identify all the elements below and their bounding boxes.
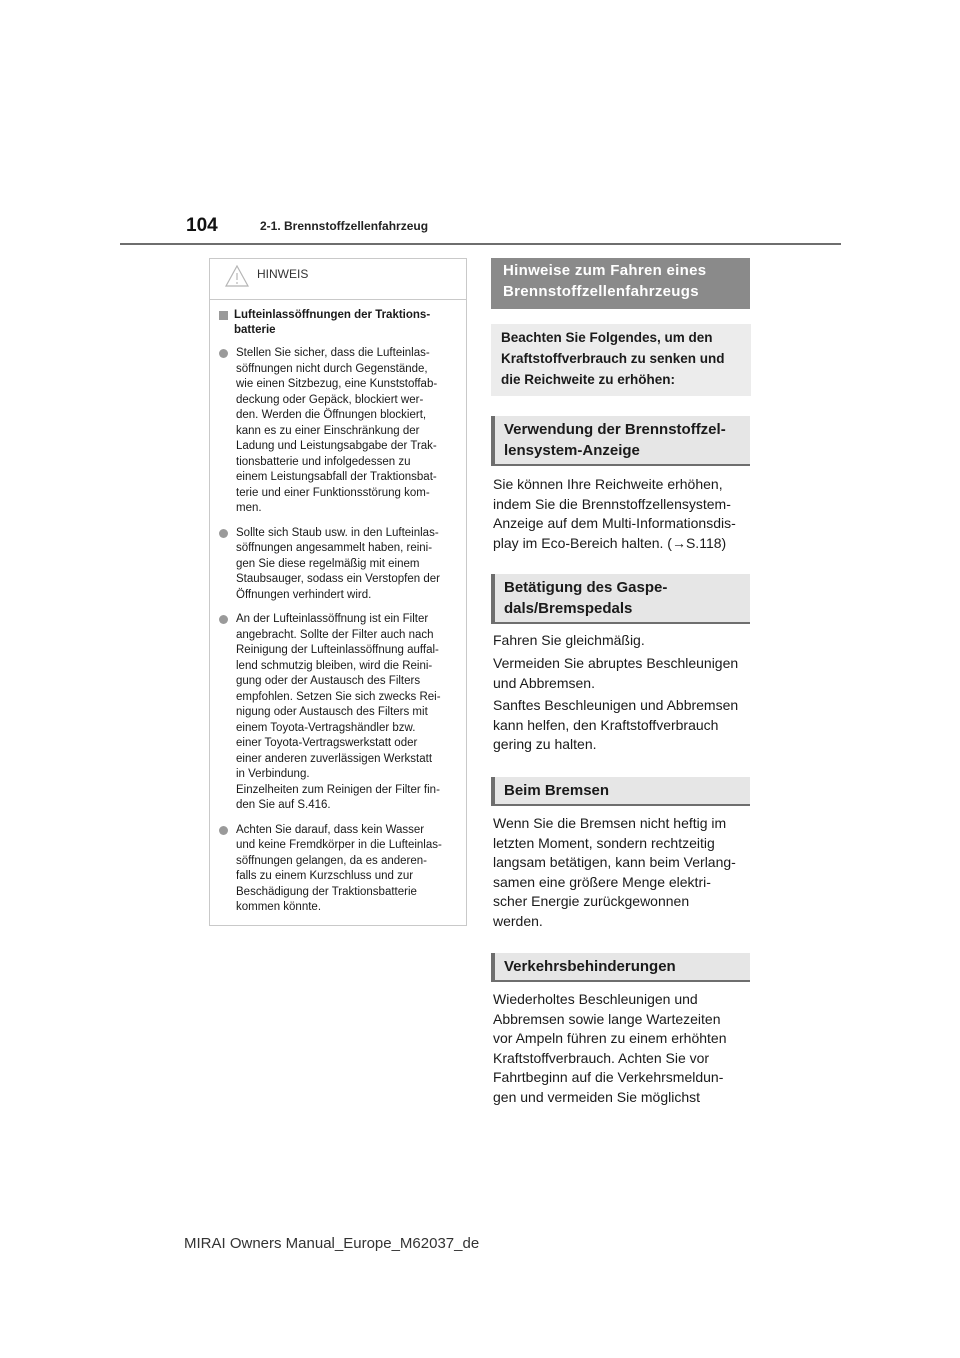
notice-heading	[219, 308, 456, 338]
page-number: 104	[186, 215, 218, 236]
section-heading-braking: Beim Bremsen	[491, 777, 750, 806]
section-title: 2-1. Brennstoffzellenfahrzeug	[260, 219, 429, 233]
section-text-pedals-2: Vermeiden Sie abruptes Beschleunigen und Abbremsen.	[493, 655, 739, 691]
bullet-icon	[219, 529, 228, 538]
intro-box: Beachten Sie Folgendes, um den Kraftstoffverbrauch zu senken und die Reichweite zu erhöhen:	[491, 324, 751, 396]
section-heading-pedals: Betätigung des Gaspe- dals/Bremspedals	[491, 574, 750, 624]
footer-text: MIRAI Owners Manual_Europe_M62037_de	[184, 1235, 480, 1252]
notice-heading-text: Lufteinlassöffnungen der Traktions- batterie	[234, 309, 431, 336]
section-text-braking: Wenn Sie die Bremsen nicht heftig im letzten Moment, sondern rechtzeitig langsam betätigen, kann beim Verlang- samen eine größere Menge elektri- scher Energie zurückgewonnen werden.	[493, 815, 736, 929]
list-item: Sollte sich Staub usw. in den Lufteinlas- söffnungen angesammelt haben, reini- gen Sie diese regelmäßig mit einem Staubsauger, sodass ein Verstopfen der Öffnungen verhindert wird.	[219, 526, 456, 604]
bullet-icon	[219, 826, 228, 835]
notice-header	[210, 259, 466, 300]
section-text-pedals-1: Fahren Sie gleichmäßig.	[493, 632, 645, 648]
bullet-icon	[219, 349, 228, 358]
section-heading-traffic: Verkehrsbehinderungen	[491, 953, 750, 982]
warning-icon	[225, 265, 249, 287]
header-divider	[120, 243, 841, 245]
list-item: Stellen Sie sicher, dass die Lufteinlas- söffnungen nicht durch Gegenstände, wie einen Sitzbezug, eine Kunststoffab- deckung oder Gepäck, blockiert wer- den. Werden die Öffnungen blockiert, kann es zu einer Einschränkung der Ladung und Leistungsabgabe der Trak- tionsbatterie und infolgedessen zu einem Leistungsabfall der Traktionsbat- terie und einer Funktionsstörung kom- men.	[219, 346, 456, 517]
section-text-pedals-3: Sanftes Beschleunigen und Abbremsen kann helfen, den Kraftstoffverbrauch gering zu halten.	[493, 697, 739, 752]
square-bullet-icon	[219, 311, 228, 320]
list-item: An der Lufteinlassöffnung ist ein Filter angebracht. Sollte der Filter auch nach Reinigung der Lufteinlassöffnung auffal- lend schmutzig bleiben, wird die Reini- gung oder der Austausch des Filters empfohlen. Setzen Sie sich zwecks Rei- nigung oder Austausch des Filters mit einem Toyota-Vertragshändler bzw. einer Toyota-Vertragswerkstatt oder einer anderen zuverlässigen Werkstatt in Verbindung. Einzelheiten zum Reinigen der Filter fin- den Sie auf S.416.	[219, 612, 456, 814]
section-text-traffic: Wiederholtes Beschleunigen und Abbremsen sowie lange Wartezeiten vor Ampeln führen zu einem erhöhten Kraftstoffverbrauch. Achten Sie vor Fahrtbeginn auf die Verkehrsmeldun- gen und vermeiden Sie möglichst	[493, 991, 727, 1105]
notice-title: HINWEIS	[257, 267, 309, 281]
list-item: Achten Sie darauf, dass kein Wasser und keine Fremdkörper in die Lufteinlas- söffnungen gelangen, da es anderen- falls zu einem Kurzschluss und zur Beschädigung der Traktionsbatterie kommen könnte.	[219, 823, 456, 916]
section-text-display: Sie können Ihre Reichweite erhöhen, indem Sie die Brennstoffzellensystem- Anzeige auf dem Multi-Informationsdis- play im Eco-Bereich halten. (→S.118)	[493, 476, 736, 551]
bullet-icon	[219, 615, 228, 624]
section-heading-display: Verwendung der Brennstoffzel- lensystem-Anzeige	[491, 416, 750, 466]
notice-box	[209, 258, 467, 926]
main-title: Hinweise zum Fahren eines Brennstoffzellenfahrzeugs	[491, 258, 750, 309]
